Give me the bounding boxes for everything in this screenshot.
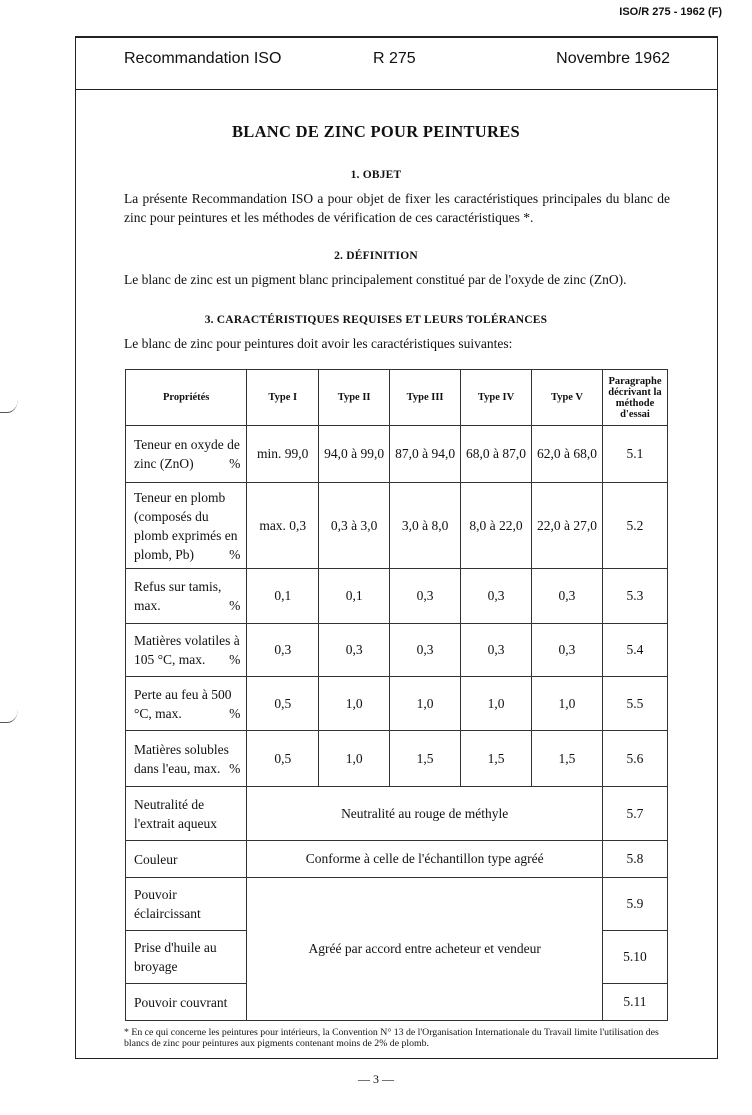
table-header-row: [126, 370, 668, 426]
header-type-2: Type II: [319, 370, 390, 426]
table-row: [126, 624, 668, 677]
value-cell: 1,0: [461, 677, 532, 731]
value-cell: 1,0: [390, 677, 461, 731]
table-row: [126, 787, 668, 841]
section-text-objet: La présente Recommandation ISO a pour objet de fixer les caractéristiques principales du blanc de zinc pour peintures et les méthodes de vérification de ces caractéristiques *.: [124, 191, 670, 225]
header-method-paragraph: Paragraphe décrivant la méthode d'essai: [602, 370, 667, 426]
section-heading-objet: 1. OBJET: [350, 169, 402, 181]
unit-label: %: [229, 456, 241, 471]
value-cell: 8,0 à 22,0: [461, 483, 532, 569]
property-label: Teneur en plomb (composés du plomb exprimés en plomb, Pb): [134, 489, 238, 562]
section-heading-caracteristiques: 3. CARACTÉRISTIQUES REQUISES ET LEURS TOLÉRANCES: [204, 314, 548, 326]
value-cell: 0,1: [319, 569, 390, 624]
header-date: Novembre 1962: [556, 50, 670, 67]
value-cell: 0,3: [461, 569, 532, 624]
value-cell: 0,1: [247, 569, 319, 624]
value-cell: 1,5: [461, 731, 532, 787]
table-row: [126, 426, 668, 483]
value-cell: 87,0 à 94,0: [390, 426, 461, 483]
value-cell: 1,5: [390, 731, 461, 787]
value-cell: 0,3: [247, 624, 319, 677]
method-reference: 5.7: [602, 787, 667, 841]
value-cell: 62,0 à 68,0: [532, 426, 603, 483]
value-cell: 0,5: [247, 731, 319, 787]
unit-label: %: [229, 598, 241, 613]
method-reference: 5.6: [602, 731, 667, 787]
unit-label: %: [229, 760, 241, 776]
value-cell: 0,3: [532, 569, 603, 624]
value-cell: 0,3: [461, 624, 532, 677]
section-text-definition: Le blanc de zinc est un pigment blanc principalement constitué par de l'oxyde de zinc (ZnO).: [124, 272, 627, 287]
value-cell: 0,3 à 3,0: [319, 483, 390, 569]
value-cell: 0,3: [532, 624, 603, 677]
section-text-caracteristiques: Le blanc de zinc pour peintures doit avoir les caractéristiques suivantes:: [124, 336, 513, 351]
property-cell: Pouvoir éclaircissant: [126, 878, 247, 931]
unit-label: %: [229, 705, 241, 721]
property-cell: [126, 624, 247, 677]
property-label: Matières volatiles à 105 °C, max.: [134, 633, 240, 667]
value-cell: 1,0: [319, 731, 390, 787]
value-cell: min. 99,0: [247, 426, 319, 483]
method-reference: 5.2: [602, 483, 667, 569]
property-cell: [126, 426, 247, 483]
method-reference: 5.3: [602, 569, 667, 624]
property-cell: Neutralité de l'extrait aqueux: [126, 787, 247, 841]
section-heading-definition: 2. DÉFINITION: [334, 250, 418, 262]
value-cell: 1,0: [532, 677, 603, 731]
property-cell: [126, 731, 247, 787]
method-reference: 5.11: [602, 984, 667, 1021]
value-cell: 1,5: [532, 731, 603, 787]
header-type-1: Type I: [247, 370, 319, 426]
value-cell: 0,3: [319, 624, 390, 677]
header-type-4: Type IV: [461, 370, 532, 426]
property-cell: [126, 677, 247, 731]
unit-label: %: [229, 652, 241, 667]
merged-value-cell: Neutralité au rouge de méthyle: [247, 787, 603, 841]
property-cell: [126, 569, 247, 624]
margin-mark: [0, 700, 18, 723]
value-cell: 3,0 à 8,0: [390, 483, 461, 569]
value-cell: max. 0,3: [247, 483, 319, 569]
value-cell: 1,0: [319, 677, 390, 731]
header-top-rule: [75, 36, 718, 38]
table-row: [126, 841, 668, 878]
table-row: [126, 677, 668, 731]
merged-value-cell: Agréé par accord entre acheteur et vendeur: [247, 878, 603, 1021]
table-row: [126, 483, 668, 569]
value-cell: 94,0 à 99,0: [319, 426, 390, 483]
property-label: Matières solubles dans l'eau, max.: [134, 741, 229, 776]
method-reference: 5.5: [602, 677, 667, 731]
property-cell: Couleur: [126, 841, 247, 878]
header-recommendation: Recommandation ISO: [124, 50, 282, 67]
value-cell: 22,0 à 27,0: [532, 483, 603, 569]
characteristics-table: [125, 369, 668, 1021]
method-reference: 5.10: [602, 931, 667, 984]
document-reference: ISO/R 275 - 1962 (F): [619, 6, 722, 18]
merged-value-cell: Conforme à celle de l'échantillon type agréé: [247, 841, 603, 878]
method-reference: 5.1: [602, 426, 667, 483]
document-title: BLANC DE ZINC POUR PEINTURES: [231, 122, 521, 141]
header-type-3: Type III: [390, 370, 461, 426]
value-cell: 0,3: [390, 569, 461, 624]
header-properties: Propriétés: [126, 370, 247, 426]
header-type-5: Type V: [532, 370, 603, 426]
table-row: [126, 569, 668, 624]
margin-mark: [0, 390, 18, 413]
footnote: * En ce qui concerne les peintures pour intérieurs, la Convention N° 13 de l'Organisation Internationale du Travail limite l'utilisation des blancs de zinc pour peintures aux pigments contenant moins de 2% de plomb.: [124, 1027, 659, 1049]
unit-label: %: [229, 546, 241, 562]
page-number: — 3 —: [358, 1072, 394, 1086]
method-reference: 5.9: [602, 878, 667, 931]
header-bottom-rule: [75, 89, 718, 90]
method-reference: 5.4: [602, 624, 667, 677]
property-label: Perte au feu à 500 °C, max.: [134, 686, 232, 721]
table-row: [126, 878, 668, 931]
header-number: R 275: [373, 50, 416, 67]
method-reference: 5.8: [602, 841, 667, 878]
value-cell: 0,5: [247, 677, 319, 731]
value-cell: 0,3: [390, 624, 461, 677]
property-label: Refus sur tamis, max.: [134, 579, 222, 613]
table-row: [126, 731, 668, 787]
value-cell: 68,0 à 87,0: [461, 426, 532, 483]
property-label: Teneur en oxyde de zinc (ZnO): [134, 437, 240, 471]
property-cell: [126, 483, 247, 569]
property-cell: Prise d'huile au broyage: [126, 931, 247, 984]
property-cell: Pouvoir couvrant: [126, 984, 247, 1021]
